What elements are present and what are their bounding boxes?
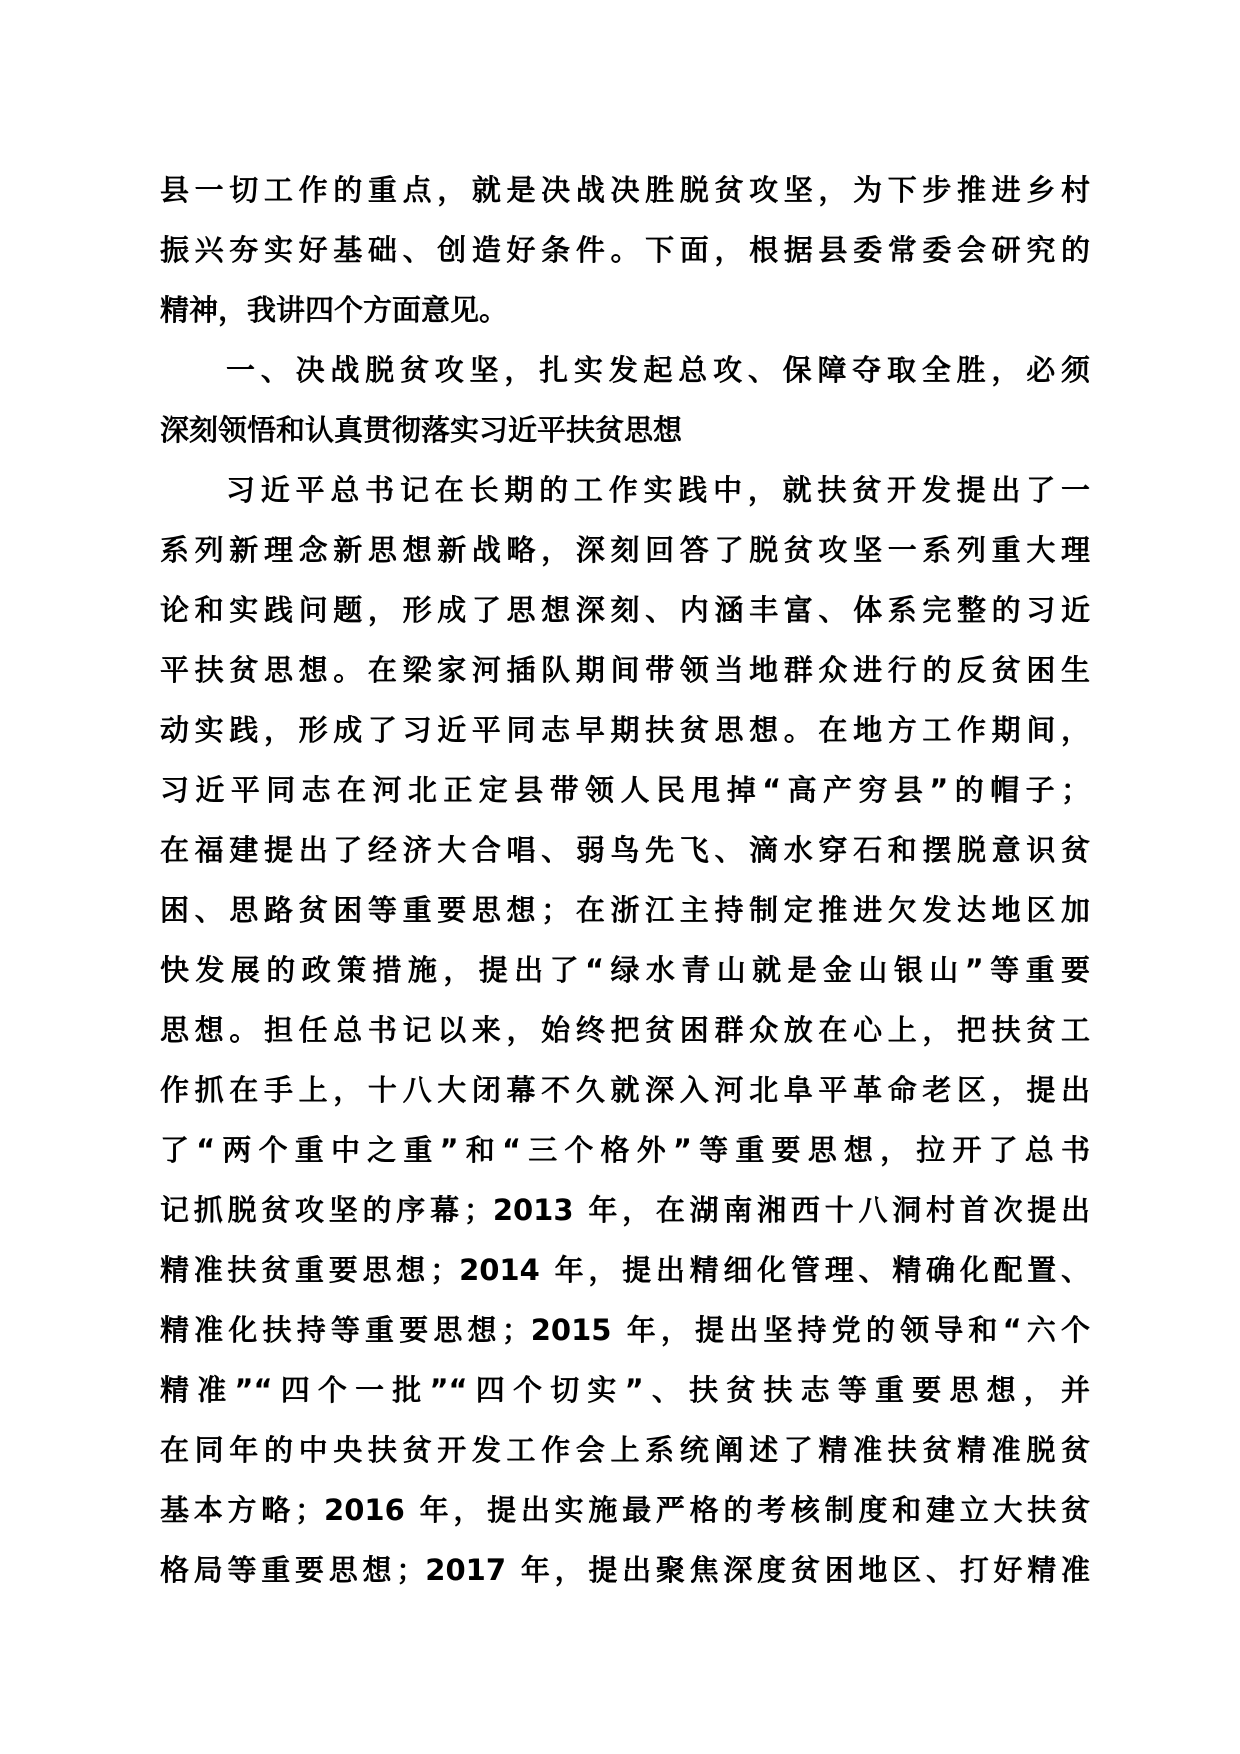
text-line: 思想。担任总书记以来，始终把贫困群众放在心上，把扶贫工 — [160, 1013, 1090, 1047]
text-line: 基本方略；2016 年，提出实施最严格的考核制度和建立大扶贫 — [160, 1493, 1090, 1527]
body-paragraph — [160, 460, 1090, 1600]
text-line: 快发展的政策措施，提出了“绿水青山就是金山银山”等重要 — [160, 953, 1090, 987]
body-paragraph — [160, 160, 1090, 340]
text-line: 深刻领悟和认真贯彻落实习近平扶贫思想 — [160, 413, 683, 447]
text-line: 习近平总书记在长期的工作实践中，就扶贫开发提出了一 — [226, 473, 1090, 507]
text-line: 平扶贫思想。在梁家河插队期间带领当地群众进行的反贫困生 — [160, 653, 1090, 687]
text-line: 精准化扶持等重要思想；2015 年，提出坚持党的领导和“六个 — [160, 1313, 1090, 1347]
text-line: 县一切工作的重点，就是决战决胜脱贫攻坚，为下步推进乡村 — [160, 173, 1090, 207]
document-page — [160, 160, 1090, 1600]
text-line: 系列新理念新思想新战略，深刻回答了脱贫攻坚一系列重大理 — [160, 533, 1090, 567]
text-line: 记抓脱贫攻坚的序幕；2013 年，在湖南湘西十八洞村首次提出 — [160, 1193, 1090, 1227]
text-line: 精准扶贫重要思想；2014 年，提出精细化管理、精确化配置、 — [160, 1253, 1090, 1287]
text-line: 作抓在手上，十八大闭幕不久就深入河北阜平革命老区，提出 — [160, 1073, 1090, 1107]
text-line: 在福建提出了经济大合唱、弱鸟先飞、滴水穿石和摆脱意识贫 — [160, 833, 1090, 867]
text-line: 困、思路贫困等重要思想；在浙江主持制定推进欠发达地区加 — [160, 893, 1090, 927]
text-line: 精准”“四个一批”“四个切实”、扶贫扶志等重要思想，并 — [160, 1373, 1090, 1407]
text-line: 动实践，形成了习近平同志早期扶贫思想。在地方工作期间， — [160, 713, 1090, 747]
text-line: 一、决战脱贫攻坚，扎实发起总攻、保障夺取全胜，必须 — [226, 353, 1090, 387]
text-line: 论和实践问题，形成了思想深刻、内涵丰富、体系完整的习近 — [160, 593, 1090, 627]
text-line: 了“两个重中之重”和“三个格外”等重要思想，拉开了总书 — [160, 1133, 1090, 1167]
text-line: 振兴夯实好基础、创造好条件。下面，根据县委常委会研究的 — [160, 233, 1090, 267]
text-line: 在同年的中央扶贫开发工作会上系统阐述了精准扶贫精准脱贫 — [160, 1433, 1090, 1467]
text-line: 格局等重要思想；2017 年，提出聚焦深度贫困地区、打好精准 — [160, 1553, 1090, 1587]
section-heading — [160, 340, 1090, 460]
text-line: 精神，我讲四个方面意见。 — [160, 293, 509, 327]
text-line: 习近平同志在河北正定县带领人民甩掉“高产穷县”的帽子； — [160, 773, 1090, 807]
